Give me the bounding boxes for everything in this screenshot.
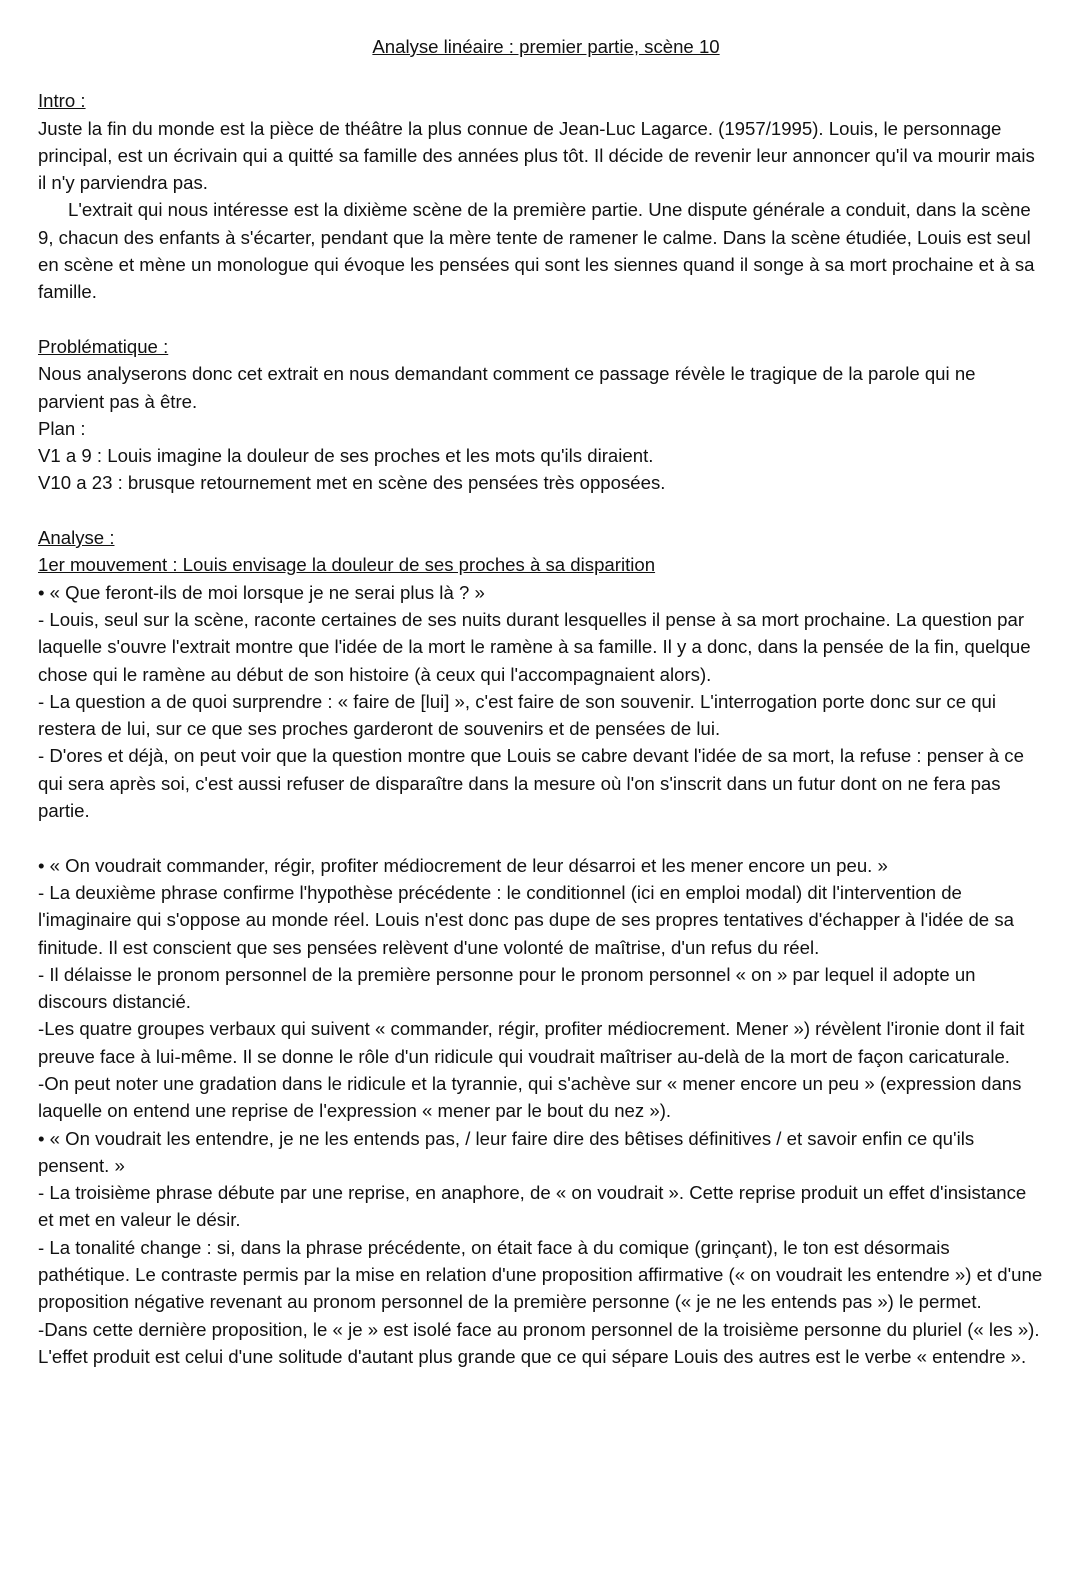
quote-1-point-b: - La question a de quoi surprendre : « faire de [lui] », c'est faire de son souvenir. L'interrogation porte donc sur ce qui restera de lui, sur ce que ses proches garderont de souvenirs et de pensées de lui. bbox=[38, 690, 997, 740]
quote-3-point-a: - La troisième phrase débute par une reprise, en anaphore, de « on voudrait ». Cette reprise produit un effet d'insistance et met en valeur le désir. bbox=[38, 1182, 1027, 1231]
intro-heading: Intro : bbox=[38, 90, 86, 112]
quote-3-point-c: -Dans cette dernière proposition, le « je » est isolé face au pronom personnel de la troisième personne du pluriel (« les »). L'effet produit est celui d'une solitude d'autant plus grande que ce qui sépare Louis des autres est le verbe « entendre ». bbox=[38, 1318, 1040, 1367]
spacer bbox=[38, 824, 1046, 851]
quote-2-point-a: - La deuxième phrase confirme l'hypothèse précédente : le conditionnel (ici en emploi modal) dit l'intervention de l'imaginaire qui s'oppose au monde réel. Louis n'est donc pas dupe de ses propres tentatives d'échapper à l'idée de sa finitude. Il est conscient que ses pensées relèvent d'une volonté de maîtrise, d'un refus du réel. bbox=[38, 881, 1014, 958]
plan-item-2: V10 a 23 : brusque retournement met en scène des pensées très opposées. bbox=[38, 472, 666, 494]
analyse-heading: Analyse : bbox=[38, 527, 115, 549]
quote-2-point-b: - Il délaisse le pronom personnel de la première personne pour le pronom personnel « on » par lequel il adopte un discours distancié. bbox=[38, 963, 976, 1013]
page-title: Analyse linéaire : premier partie, scène 10 bbox=[372, 36, 720, 57]
quote-1: • « Que feront-ils de moi lorsque je ne serai plus là ? » bbox=[38, 581, 485, 603]
movement-1-heading: 1er mouvement : Louis envisage la douleur de ses proches à sa disparition bbox=[38, 554, 656, 576]
spacer bbox=[38, 306, 1046, 333]
quote-2: • « On voudrait commander, régir, profiter médiocrement de leur désarroi et les mener encore un peu. » bbox=[38, 854, 888, 876]
spacer bbox=[38, 497, 1046, 524]
quote-1-point-a: - Louis, seul sur la scène, raconte certaines de ses nuits durant lesquelles il pense à sa mort prochaine. La question par laquelle s'ouvre l'extrait montre que l'idée de la mort le ramène à sa famille. Il y a donc, dans la pensée de la fin, quelque chose qui le ramène au début de son histoire (à ceux qui l'accompagnaient alors). bbox=[38, 608, 1031, 685]
intro-paragraph-2: L'extrait qui nous intéresse est la dixième scène de la première partie. Une dispute générale a conduit, dans la scène 9, chacun des enfants à s'écarter, pendant que la mère tente de ramener le calme. Dans la scène étudiée, Louis est seul en scène et mène un monologue qui évoque les pensées qui sont les siennes quand il songe à sa mort prochaine et à sa famille. bbox=[38, 199, 1035, 303]
quote-1-point-c: - D'ores et déjà, on peut voir que la question montre que Louis se cabre devant l'idée de sa mort, la refuse : penser à ce qui sera après soi, c'est aussi refuser de disparaître dans la mesure où l'on s'inscrit dans un futur dont on ne fera pas partie. bbox=[38, 745, 1024, 822]
quote-2-point-c: -Les quatre groupes verbaux qui suivent « commander, régir, profiter médiocrement. Mener ») révèlent l'ironie dont il fait preuve face à lui-même. Il se donne le rôle d'un ridicule qui voudrait maîtriser au-delà de la mort de façon caricaturale. bbox=[38, 1018, 1025, 1067]
quote-3-point-b: - La tonalité change : si, dans la phrase précédente, on était face à du comique (grinçant), le ton est désormais pathétique. Le contraste permis par la mise en relation d'une proposition affirmative (« on voudrait les entendre ») et d'une proposition négative revenant au pronom personnel de la première personne (« je ne les entends pas ») le permet. bbox=[38, 1236, 1043, 1313]
quote-3: • « On voudrait les entendre, je ne les entends pas, / leur faire dire des bêtises définitives / et savoir enfin ce qu'ils pensent. » bbox=[38, 1127, 975, 1176]
problematique-heading: Problématique : bbox=[38, 335, 169, 357]
intro-paragraph-1: Juste la fin du monde est la pièce de théâtre la plus connue de Jean-Luc Lagarce. (1957/1995). Louis, le personnage principal, est un écrivain qui a quitté sa famille des années plus tôt. Il décide de revenir leur annoncer qu'il va mourir mais il n'y parviendra pas. bbox=[38, 117, 1035, 194]
plan-label: Plan : bbox=[38, 417, 86, 439]
plan-item-1: V1 a 9 : Louis imagine la douleur de ses proches et les mots qu'ils diraient. bbox=[38, 445, 654, 467]
quote-2-point-d: -On peut noter une gradation dans le ridicule et la tyrannie, qui s'achève sur « mener encore un peu » (expression dans laquelle on entend une reprise de l'expression « mener par le bout du nez »). bbox=[38, 1072, 1022, 1122]
problematique-paragraph: Nous analyserons donc cet extrait en nous demandant comment ce passage révèle le tragique de la parole qui ne parvient pas à être. bbox=[38, 363, 976, 412]
